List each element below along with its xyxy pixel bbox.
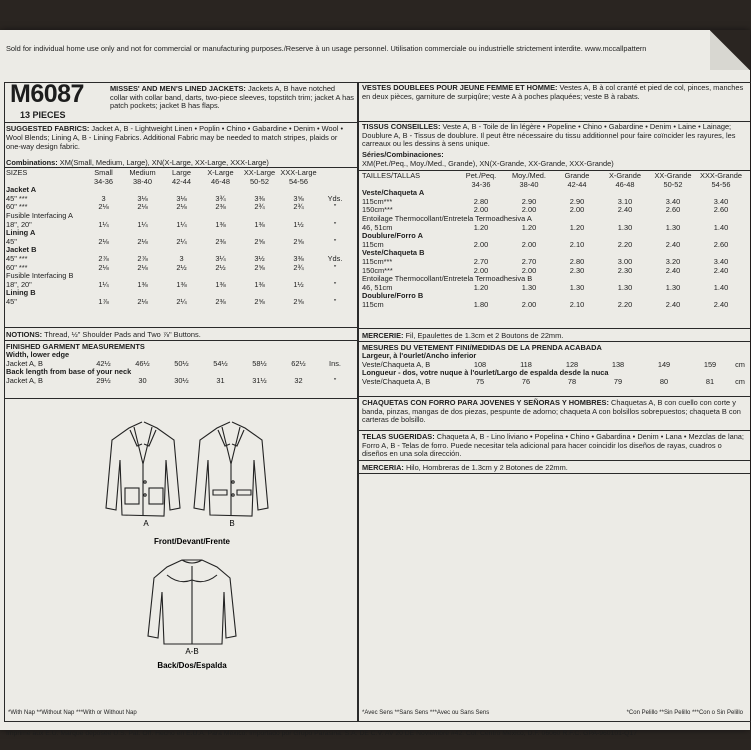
row-label: Veste/Chaqueta A, B	[362, 376, 431, 386]
row-label: Doublure/Forro A	[362, 231, 423, 241]
size-range: 42-44	[567, 179, 587, 189]
cell-value: 29½	[96, 375, 111, 385]
cell-value: 2.00	[569, 205, 585, 215]
cell-value: 2½	[176, 262, 187, 272]
divider	[4, 327, 358, 328]
cell-value: 2⅞	[137, 253, 148, 263]
cell-value: 3.00	[617, 256, 633, 266]
cell-value: 2⅞	[98, 253, 109, 263]
divider	[358, 430, 750, 431]
cell-value: 1¼	[98, 279, 109, 289]
size-range-row	[6, 178, 352, 187]
cell-value: 2.30	[617, 265, 633, 275]
cell-value: 1.40	[713, 222, 729, 232]
cell-value: 1⅜	[215, 279, 226, 289]
unit: cm	[735, 359, 745, 369]
cell-value: 1.30	[665, 222, 681, 232]
cell-value: 1.30	[617, 222, 633, 232]
notions-text: Thread, ½" Shoulder Pads and Two ⅞" Buttons.	[44, 330, 201, 339]
unit: Yds.	[327, 253, 343, 263]
sens-legend	[362, 710, 747, 716]
row-label: 45" ***	[6, 253, 28, 263]
size-range: 34-36	[471, 179, 491, 189]
spanish-description-text: Chaquetas A, B con cuello con corte y banda, pinzas, mangas de dos piezas, pespunte de adorno; chaqueta A con bolsillos sobrepuestos; chaqueta B con carteras de bolsillo.	[362, 398, 741, 425]
size-range: 50-52	[250, 176, 269, 186]
table-row	[362, 215, 747, 224]
cell-value: 3⅝	[293, 193, 304, 203]
unit: "	[333, 236, 337, 246]
table-row	[362, 301, 747, 310]
unit	[745, 224, 747, 233]
piece-count: 13 PIECES	[20, 110, 66, 120]
size-range: 46-48	[211, 176, 230, 186]
size-name: Grande	[564, 171, 590, 180]
page-curl	[710, 30, 750, 70]
divider	[4, 340, 358, 341]
table-row	[362, 249, 747, 258]
cell-value: 149	[657, 359, 671, 369]
description-title: MISSES' AND MEN'S LINED JACKETS:	[110, 84, 246, 93]
table-row	[362, 378, 747, 387]
cell-value: 3⅛	[137, 193, 148, 203]
footer-legal: Imprimé aux E.U. Marque déposée U.S. Pat. Off. Hecho en E.U.A. Para México: Importado por Grupo Parasina. S.A. DE C.V. AV 20 DE Noviembre #42. Col. Centro Mexico, D.F. 06060 R.F.C. GPA-960101-Q17	[6, 730, 638, 737]
merceria-text: Hilo, Hombreras de 1.3cm y 2 Botones de 22mm.	[405, 463, 568, 472]
cell-value: 50½	[174, 358, 189, 368]
view-a-label: A	[143, 519, 149, 528]
series-title: Séries/Combinaciones:	[362, 150, 444, 159]
series-text: XM(Pet./Peq., Moy./Med., Grande), XN(X-Grande, XX-Grande, XXX-Grande)	[362, 158, 614, 168]
cell-value: 2¾	[254, 202, 265, 212]
table-row	[362, 275, 747, 284]
row-label: 45" ***	[6, 193, 28, 203]
divider	[358, 341, 750, 342]
cell-value: 42½	[96, 358, 111, 368]
unit: Yds.	[327, 193, 343, 203]
cell-value: 2¼	[176, 236, 187, 246]
table-row	[362, 292, 747, 301]
description-text: Jackets A, B have notched collar with collar band, darts, two-piece sleeves, topstitch trim; jacket A has patch pockets; jacket B has flaps.	[110, 84, 354, 111]
cell-value: 2⅛	[98, 202, 109, 212]
view-ab-label: A-B	[185, 647, 199, 656]
pattern-envelope-back	[0, 30, 750, 737]
row-label: 115cm	[362, 239, 384, 249]
cell-value: 2⅛	[137, 236, 148, 246]
cell-value: 1.30	[617, 282, 633, 292]
cell-value: 79	[613, 376, 623, 386]
cell-value: 2⅝	[293, 296, 304, 306]
size-range: 34-36	[94, 176, 113, 186]
size-name: X-Large	[207, 168, 234, 177]
cell-value: 2.40	[617, 205, 633, 215]
table-row	[6, 298, 352, 307]
cell-value: 1¼	[137, 219, 148, 229]
divider	[358, 460, 750, 461]
cell-value: 2.40	[665, 265, 681, 275]
jacket-back-drawing	[148, 560, 236, 644]
cell-value: 76	[521, 376, 531, 386]
cell-value: 2.20	[617, 299, 633, 309]
measurements-table	[6, 351, 352, 385]
french-description	[362, 84, 747, 101]
cell-value: 1⅜	[254, 279, 265, 289]
cell-value: 1.30	[521, 282, 537, 292]
cell-value: 2.00	[521, 299, 537, 309]
yardage-table	[6, 169, 352, 307]
cell-value: 3.10	[617, 196, 633, 206]
cell-value: 3¼	[215, 253, 226, 263]
cell-value: 31½	[252, 375, 267, 385]
cell-value: 2⅜	[215, 236, 226, 246]
size-name: Large	[172, 168, 191, 177]
unit: "	[333, 219, 337, 229]
fabrics-text: Jacket A, B - Lightweight Linen • Poplin • Chino • Gabardine • Denim • Wool • Wool Blends; Lining A, B - Lining Fabrics. Additional Fabric may be needed to match stripes, plaids or one-way design fabric.	[6, 124, 344, 151]
yardage-chart-right	[362, 172, 747, 310]
sizes-label: SIZES	[6, 168, 28, 177]
unit: cm	[735, 376, 745, 386]
row-label: Jacket B	[6, 245, 37, 255]
row-label: Veste/Chaqueta B	[362, 248, 425, 258]
row-label: Longueur - dos, votre nuque à l'ourlet/Largo de espalda desde la nuca	[362, 368, 609, 378]
cell-value: 2.00	[473, 205, 489, 215]
tissus-conseilles	[362, 123, 747, 149]
size-name: XXX-Grande	[700, 171, 742, 180]
cell-value: 2¾	[293, 202, 304, 212]
merceria-title: MERCERIA:	[362, 463, 404, 472]
unit: Ins.	[329, 358, 341, 368]
cell-value: 1.30	[665, 282, 681, 292]
table-row	[6, 221, 352, 230]
cell-value: 1¼	[176, 219, 187, 229]
finished-measurements	[6, 342, 352, 385]
mercerie	[362, 331, 747, 340]
cell-value: 80	[659, 376, 669, 386]
cell-value: 1⅜	[254, 219, 265, 229]
size-name: XXX-Large	[280, 168, 317, 177]
cell-value: 62½	[291, 358, 306, 368]
cell-value: 54½	[213, 358, 228, 368]
front-label: Front/Devant/Frente	[153, 537, 231, 546]
size-name: Small	[94, 168, 113, 177]
row-label: 60" ***	[6, 262, 28, 272]
unit	[745, 301, 747, 310]
size-name: Medium	[129, 168, 156, 177]
cell-value: 1.30	[569, 282, 585, 292]
nap-legend: *With Nap **Without Nap ***With or Without Nap	[8, 710, 137, 716]
size-name: Pet./Peq.	[465, 171, 497, 180]
cell-value: 46½	[135, 358, 150, 368]
cell-value: 32	[294, 375, 303, 385]
row-label: 18", 20"	[6, 279, 32, 289]
divider	[4, 398, 358, 399]
size-range: 54-56	[711, 179, 731, 189]
row-label: 18", 20"	[6, 219, 32, 229]
unit: "	[333, 202, 337, 212]
size-name: Moy./Med.	[512, 171, 546, 180]
divider	[358, 328, 750, 329]
cell-value: 2.60	[713, 239, 729, 249]
cell-value: 2⅛	[137, 202, 148, 212]
cell-value: 2⅛	[137, 296, 148, 306]
row-label: Largeur, à l'ourlet/Ancho inferior	[362, 351, 477, 360]
unit: "	[333, 279, 337, 289]
combinations-title: Combinations:	[6, 158, 58, 167]
size-range: 54-56	[289, 176, 308, 186]
unit	[745, 267, 747, 276]
mercerie-text: Fil, Epaulettes de 1.3cm et 2 Boutons de 22mm.	[405, 331, 564, 340]
spanish-description	[362, 399, 747, 425]
table-row	[362, 258, 747, 267]
cell-value: 2.40	[665, 239, 681, 249]
technical-drawings	[4, 400, 356, 700]
telas-text: Chaqueta A, B - Lino liviano • Popelina • Chino • Gabardina • Denim • Lana • Mezclas de lana; Forro A, B - Telas de forro. Puede necesitar tela adicional para hacer coincidir los diseños de rayas, cuadros o diseños en una sola dirección.	[362, 432, 744, 459]
view-b-label: B	[229, 519, 235, 528]
unit: "	[333, 262, 337, 272]
cell-value: 3½	[254, 253, 265, 263]
row-label: Jacket A, B	[6, 375, 43, 385]
cell-value: 3.40	[665, 196, 681, 206]
size-name: XX-Large	[243, 168, 276, 177]
size-range: 38-40	[133, 176, 152, 186]
combinations-text: XM(Small, Medium, Large), XN(X-Large, XX-Large, XXX-Large)	[59, 158, 269, 167]
cell-value: 118	[520, 359, 532, 369]
row-label: Fusible Interfacing B	[6, 271, 74, 281]
cell-value: 3.20	[665, 256, 681, 266]
cell-value: 1.40	[713, 282, 729, 292]
cell-value: 58½	[252, 358, 267, 368]
divider	[358, 473, 750, 474]
cell-value: 2.80	[473, 196, 489, 206]
cell-value: 3¾	[215, 193, 226, 203]
cell-value: 2⅝	[254, 262, 265, 272]
size-range: 46-48	[615, 179, 635, 189]
cell-value: 3.40	[713, 196, 729, 206]
cell-value: 1½	[293, 219, 304, 229]
tailles-label: TAILLES/TALLAS	[362, 171, 421, 180]
row-label: 115cm***	[362, 196, 393, 206]
cell-value: 1⅜	[176, 279, 187, 289]
cell-value: 2⅛	[137, 262, 148, 272]
cell-value: 2.00	[473, 239, 489, 249]
cell-value: 1.20	[473, 282, 489, 292]
table-row	[6, 238, 352, 247]
cell-value: 2⅛	[98, 262, 109, 272]
cell-value: 1.20	[473, 222, 489, 232]
row-label: 45"	[6, 236, 17, 246]
cell-value: 78	[567, 376, 577, 386]
unit: "	[333, 375, 337, 385]
row-label: Width, lower edge	[6, 350, 70, 359]
cell-value: 1¼	[98, 219, 109, 229]
tissus-title: TISSUS CONSEILLES:	[362, 122, 441, 131]
tissus-text: Veste A, B - Toile de lin légère • Popeline • Chino • Gabardine • Denim • Laine • Lainage; Doublure A, B - Tissus de doublure. Il peut être nécessaire du tissu additionnel pour faire coïncider les rayures, les carreaux ou les dessins à sens unique.	[362, 122, 736, 149]
cell-value: 2¾	[293, 262, 304, 272]
row-label: Jacket A	[6, 185, 37, 195]
cell-value: 2.60	[713, 205, 729, 215]
cell-value: 2⅝	[254, 236, 265, 246]
size-name: XX-Grande	[654, 171, 692, 180]
jacket-b-front-drawing	[194, 422, 268, 516]
cell-value: 2.00	[521, 239, 537, 249]
measurements-title: FINISHED GARMENT MEASUREMENTS	[6, 342, 145, 351]
size-range: 50-52	[663, 179, 683, 189]
cell-value: 31	[216, 375, 225, 385]
suggested-fabrics	[6, 124, 352, 151]
cell-value: 3⅜	[254, 193, 265, 203]
cell-value: 1⅜	[137, 279, 148, 289]
table-row	[362, 198, 747, 207]
cell-value: 2.90	[521, 196, 537, 206]
cell-value: 1⅞	[98, 296, 109, 306]
cell-value: 138	[611, 359, 625, 369]
cell-value: 2.40	[665, 299, 681, 309]
row-label: Lining A	[6, 228, 36, 238]
cell-value: 3⅛	[176, 193, 187, 203]
row-label: Lining B	[6, 288, 36, 298]
row-label: Jacket A, B	[6, 358, 43, 368]
row-label: 150cm***	[362, 265, 393, 275]
row-label: Veste/Chaqueta A, B	[362, 359, 431, 369]
series-combinaciones	[362, 151, 747, 168]
cell-value: 1.20	[569, 222, 585, 232]
cell-value: 2⅛	[98, 236, 109, 246]
legend-spanish: *Con Pelillo **Sin Pelillo ***Con o Sin Pelillo	[626, 710, 743, 716]
fabrics-title: SUGGESTED FABRICS:	[6, 124, 90, 133]
mercerie-title: MERCERIE:	[362, 331, 404, 340]
size-range: 42-44	[172, 176, 191, 186]
pattern-description	[110, 85, 354, 111]
mesures-title: MESURES DU VETEMENT FINI/MEDIDAS DE LA PRENDA ACABADA	[362, 343, 602, 352]
cell-value: 2⅛	[176, 202, 187, 212]
french-description-text: Vestes A, B à col cranté et pied de col, pinces, manches en deux pièces, garniture de surpiqûre; veste A à poches plaquées; veste B à rabats.	[362, 83, 744, 101]
mesures-vetement	[362, 343, 747, 386]
cell-value: 108	[473, 359, 487, 369]
cell-value: 3.40	[713, 256, 729, 266]
merceria	[362, 463, 747, 472]
mesures-table	[362, 352, 747, 386]
row-label: Back length from base of your neck	[6, 367, 132, 377]
cell-value: 2⅜	[215, 296, 226, 306]
telas-sugeridas	[362, 433, 747, 459]
back-label: Back/Dos/Espalda	[157, 661, 227, 670]
cell-value: 3	[179, 253, 184, 263]
table-row	[6, 281, 352, 290]
cell-value: 2⅝	[254, 296, 265, 306]
row-label: Entoilage Thermocollant/Entretela Termoadhesiva A	[362, 213, 532, 223]
table-row	[6, 377, 352, 386]
spanish-title: CHAQUETAS CON FORRO PARA JOVENES Y SEÑORAS Y HOMBRES:	[362, 398, 609, 407]
cell-value: 2.70	[473, 256, 489, 266]
cell-value: 2¼	[176, 296, 187, 306]
row-label: 60" ***	[6, 202, 28, 212]
row-label: 150cm***	[362, 205, 393, 215]
cell-value: 2.00	[521, 205, 537, 215]
french-title: VESTES DOUBLEES POUR JEUNE FEMME ET HOMME:	[362, 83, 558, 92]
cell-value: 159	[703, 359, 717, 369]
size-range: 38-40	[519, 179, 539, 189]
cell-value: 3⅜	[293, 253, 304, 263]
jacket-a-front-drawing	[106, 422, 180, 516]
cell-value: 2.00	[473, 265, 489, 275]
cell-value: 2.30	[569, 265, 585, 275]
cell-value: 2.40	[713, 265, 729, 275]
cell-value: 1.20	[521, 222, 537, 232]
usage-notice: Sold for individual home use only and not for commercial or manufacturing purposes./Reserve à un usage personnel. Utilisation commerciale ou industrielle strictement interdite. www.mccallpattern	[6, 44, 647, 53]
pattern-code: M6087	[10, 80, 84, 108]
metric-yardage-table	[362, 172, 747, 310]
combinations	[6, 158, 352, 167]
cell-value: 2.20	[617, 239, 633, 249]
legend-french: *Avec Sens **Sans Sens ***Avec ou Sans Sens	[362, 710, 490, 716]
cell-value: 2.10	[569, 299, 585, 309]
cell-value: 75	[475, 376, 485, 386]
divider	[358, 396, 750, 397]
row-label: 45"	[6, 296, 17, 306]
unit	[745, 258, 747, 267]
unit: "	[333, 296, 337, 306]
cell-value: 1½	[293, 279, 304, 289]
row-label: 46, 51cm	[362, 222, 393, 232]
cell-value: 128	[565, 359, 579, 369]
cell-value: 2.70	[521, 256, 537, 266]
taille-name-row	[362, 172, 747, 181]
cell-value: 2⅝	[293, 236, 304, 246]
unit	[745, 198, 747, 207]
unit	[745, 241, 747, 250]
row-label: 115cm***	[362, 256, 393, 266]
jacket-drawings-svg	[4, 400, 356, 700]
cell-value: 2.80	[569, 256, 585, 266]
cell-value: 2⅜	[215, 202, 226, 212]
notions-title: NOTIONS:	[6, 330, 43, 339]
cell-value: 1.80	[473, 299, 489, 309]
row-label: Entoilage Thermocollant/Entretela Termoadhesiva B	[362, 274, 533, 284]
cell-value: 2.00	[521, 265, 537, 275]
unit	[745, 206, 747, 215]
cell-value: 1⅜	[215, 219, 226, 229]
cell-value: 2.10	[569, 239, 585, 249]
telas-title: TELAS SUGERIDAS:	[362, 432, 435, 441]
cell-value: 81	[705, 376, 715, 386]
cell-value: 30	[138, 375, 147, 385]
divider	[4, 122, 358, 123]
yardage-chart-left	[6, 169, 352, 307]
row-label: Doublure/Forro B	[362, 291, 424, 301]
cell-value: 2.60	[665, 205, 681, 215]
row-label: 115cm	[362, 299, 384, 309]
cell-value: 3	[101, 193, 106, 203]
cell-value: 30½	[174, 375, 189, 385]
cell-value: 2.90	[569, 196, 585, 206]
table-row	[362, 189, 747, 198]
unit	[745, 284, 747, 293]
table-row	[362, 232, 747, 241]
notions	[6, 330, 352, 339]
row-label: 46, 51cm	[362, 282, 393, 292]
cell-value: 2.40	[713, 299, 729, 309]
row-label: Veste/Chaqueta A	[362, 188, 425, 198]
row-label: Fusible Interfacing A	[6, 210, 73, 220]
cell-value: 2½	[215, 262, 226, 272]
size-name: X-Grande	[608, 171, 642, 180]
